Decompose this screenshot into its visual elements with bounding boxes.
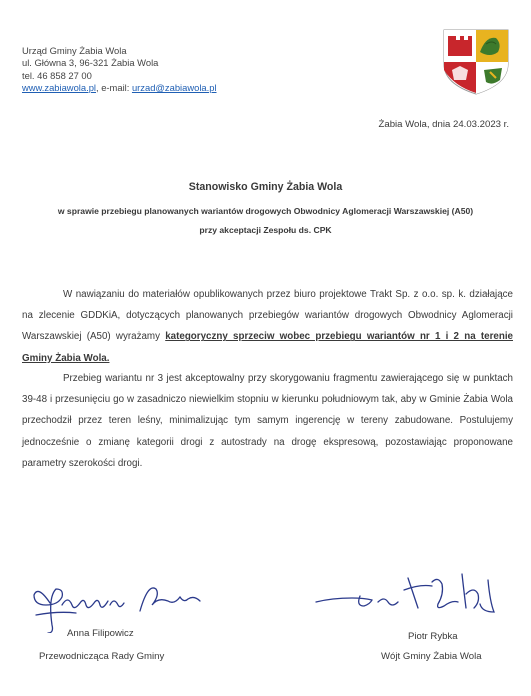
email-prefix: , e-mail: [96, 82, 132, 94]
email-link[interactable]: urzad@zabiawola.pl [131, 82, 217, 94]
signatory-role-left: Przewodnicząca Rady Gminy [39, 651, 165, 662]
coat-of-arms-icon [440, 22, 512, 96]
signature-left-icon [28, 575, 218, 633]
document-subtitle: w sprawie przebiegu planowanych wariantów drogowych Obwodnicy Aglomeracji Warszawskiej (A50) [57, 206, 474, 216]
document-title: Stanowisko Gminy Żabia Wola [188, 181, 343, 193]
body-paragraph-2 [22, 368, 513, 474]
office-contact-line [22, 82, 217, 94]
office-name: Urząd Gminy Żabia Wola [22, 45, 127, 56]
body-paragraph-1 [22, 284, 513, 369]
signatory-role-right: Wójt Gminy Żabia Wola [381, 651, 482, 662]
signatory-name-left: Anna Filipowicz [67, 628, 134, 639]
paragraph-2-text: Przebieg wariantu nr 3 jest akceptowalny przy skorygowaniu fragmentu zawierającego się w punktach 39-48 i przesunięciu go w zasadniczo niewielkim stopniu w kierunku południowym tak, aby w Gminie Żabia Wola przechodził przez teren leśny, minimalizując tym samym ingerencję w tereny zabudowane. Postulujemy jednocześnie o zmianę kategorii drogi z autostrady na drogę ekspresową, pozostawiając proponowane parametry szerokości drogi. [22, 373, 513, 469]
office-address: ul. Główna 3, 96-321 Żabia Wola [22, 57, 159, 69]
paragraph-1-emphasis: kategoryczny sprzeciw wobec przebiegu wariantów nr 1 i 2 na terenie Gminy Żabia Wola. [22, 331, 513, 364]
paragraph-1-text: W nawiązaniu do materiałów opublikowanych przez biuro projektowe Trakt Sp. z o.o. sp. k. działające na zlecenie GDDKiA, dotyczących planowanych przebiegów wariantów drogowych Obwodnicy Aglomeracji Warszawskiej (A50) wyrażamy [22, 289, 513, 343]
document-context: przy akceptacji Zespołu ds. CPK [199, 225, 332, 235]
signatory-name-right: Piotr Rybka [408, 631, 458, 642]
website-link[interactable]: www.zabiawola.pl [22, 82, 96, 94]
document-date: Żabia Wola, dnia 24.03.2023 r. [378, 119, 509, 130]
office-phone: tel. 46 858 27 00 [22, 69, 92, 81]
letterhead [22, 45, 217, 95]
signature-right-icon [312, 572, 502, 622]
